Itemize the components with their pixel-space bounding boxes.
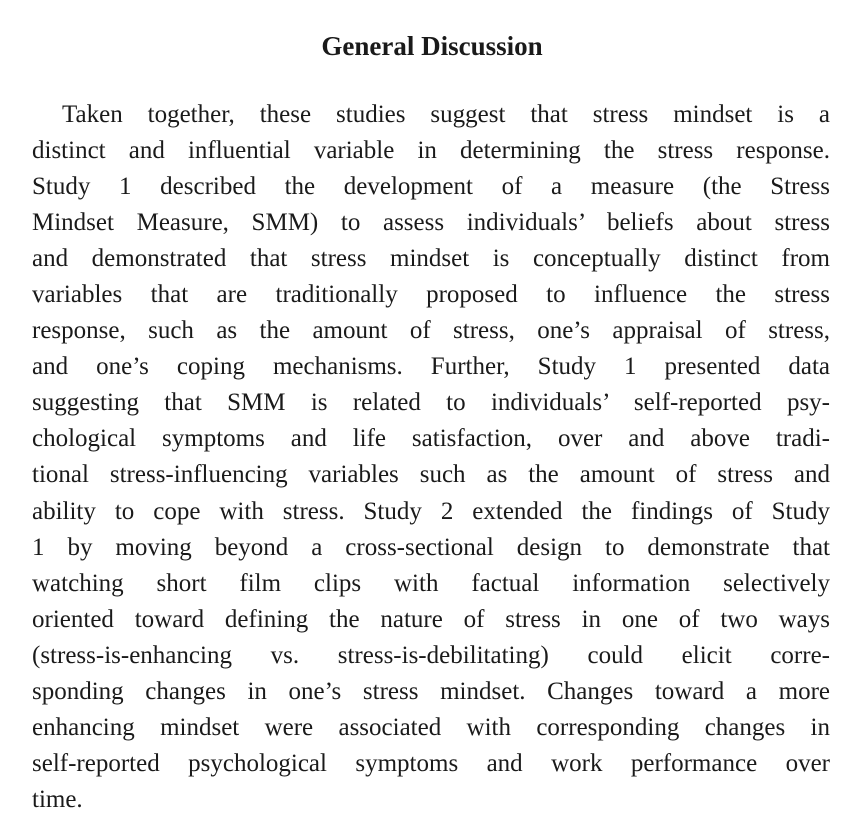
text-line: (stress-is-enhancing vs. stress-is-debilitating) could elicit corre- [32,641,830,669]
text-line: sponding changes in one’s stress mindset. Changes toward a more [32,677,830,705]
paragraph [32,97,830,818]
text-line: and demonstrated that stress mindset is conceptually distinct from [32,245,830,273]
text-line: response, such as the amount of stress, one’s appraisal of stress, [32,317,830,345]
text-line: Study 1 described the development of a measure (the Stress [32,173,830,201]
text-line: Mindset Measure, SMM) to assess individuals’ beliefs about stress [32,209,830,237]
text-line: tional stress-influencing variables such as the amount of stress and [32,461,830,489]
text-line: Taken together, these studies suggest that stress mindset is a [62,101,830,128]
text-line: enhancing mindset were associated with corresponding changes in [32,713,830,741]
text-line: oriented toward defining the nature of stress in one of two ways [32,605,830,633]
text-line: and one’s coping mechanisms. Further, Study 1 presented data [32,353,830,381]
text-line: time. [32,785,83,813]
text-line: distinct and influential variable in determining the stress response. [32,137,830,165]
text-line: suggesting that SMM is related to individuals’ self-reported psy- [32,389,830,417]
section-heading: General Discussion [321,31,543,61]
text-line: variables that are traditionally proposed to influence the stress [32,281,830,309]
text-line: chological symptoms and life satisfaction, over and above tradi- [32,425,830,453]
text-line: 1 by moving beyond a cross-sectional design to demonstrate that [32,533,830,561]
text-line: ability to cope with stress. Study 2 extended the findings of Study [32,497,830,525]
text-line: watching short film clips with factual information selectively [32,569,830,597]
text-line: self-reported psychological symptoms and work performance over [32,749,830,777]
